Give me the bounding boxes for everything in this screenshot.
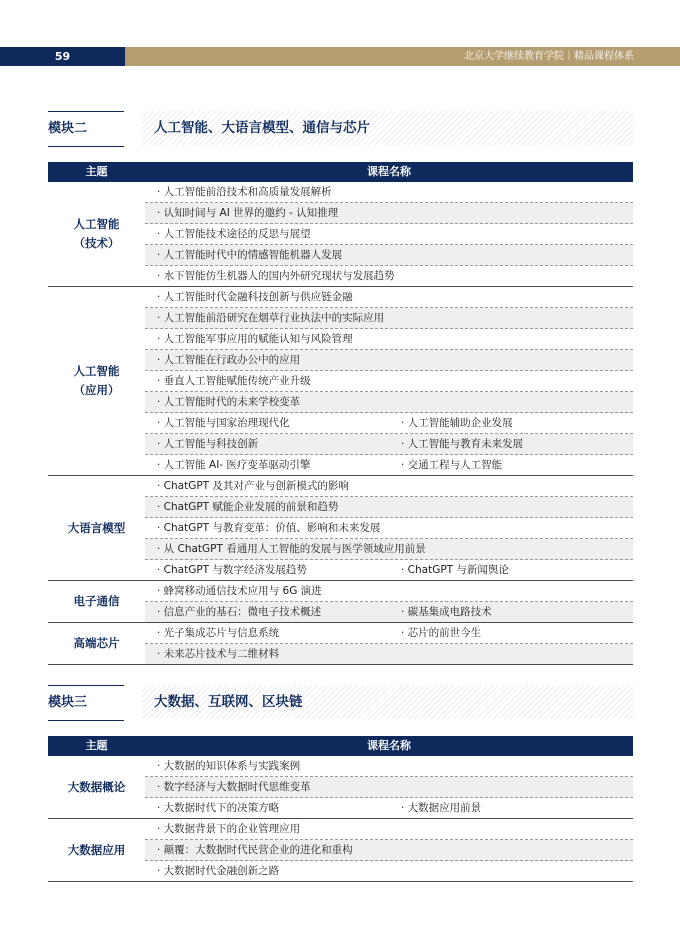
course-name: · ChatGPT 与教育变革：价值、影响和未来发展 — [157, 522, 381, 534]
course-row — [145, 308, 633, 329]
module3-heading — [48, 685, 633, 719]
course-name: · 芯片的前世今生 — [401, 627, 482, 639]
course-row — [145, 777, 633, 798]
course-name: · 人工智能时代中的情感智能机器人发展 — [157, 249, 343, 261]
course-name: · 水下智能仿生机器人的国内外研究现状与发展趋势 — [157, 270, 395, 282]
topic-title: 人工智能 （技术） — [48, 182, 145, 286]
course-name: · 人工智能辅助企业发展 — [401, 417, 513, 429]
topic-title: 高端芯片 — [48, 623, 145, 664]
table-header — [48, 736, 633, 756]
course-row — [145, 840, 633, 861]
topic-title: 电子通信 — [48, 581, 145, 622]
column-header-course: 课程名称 — [367, 165, 411, 178]
course-name: · 人工智能在行政办公中的应用 — [157, 354, 301, 366]
module3-label: 模块三 — [48, 685, 124, 721]
course-name: · 人工智能前沿研究在烟草行业执法中的实际应用 — [157, 312, 385, 324]
course-name: · 光子集成芯片与信息系统 — [157, 627, 280, 639]
page-header — [0, 47, 680, 66]
page-number-block — [0, 47, 125, 66]
course-name: · 人工智能与科技创新 — [157, 438, 259, 450]
module3-course-table — [48, 736, 633, 882]
module2-course-table — [48, 162, 633, 665]
course-row — [145, 539, 633, 560]
course-name: · ChatGPT 及其对产业与创新模式的影响 — [157, 480, 349, 492]
topic-title: 大语言模型 — [48, 476, 145, 580]
course-row — [145, 182, 633, 203]
course-row — [145, 203, 633, 224]
course-name: · 碳基集成电路技术 — [401, 606, 492, 618]
topic-group — [48, 287, 633, 476]
course-row — [145, 623, 633, 644]
course-row — [145, 287, 633, 308]
topic-group — [48, 581, 633, 623]
topic-group — [48, 182, 633, 287]
course-name: · 人工智能军事应用的赋能认知与风险管理 — [157, 333, 353, 345]
course-row — [145, 245, 633, 266]
header-title: 北京大学继续教育学院｜精品课程体系 — [464, 51, 634, 62]
course-name: · 人工智能时代的未来学校变革 — [157, 396, 301, 408]
course-name: · 数字经济与大数据时代思维变革 — [157, 781, 311, 793]
course-name: · 人工智能时代金融科技创新与供应链金融 — [157, 291, 353, 303]
course-name: · 大数据时代金融创新之路 — [157, 865, 280, 877]
topic-title: 人工智能 （应用） — [48, 287, 145, 475]
course-name: · 交通工程与人工智能 — [401, 459, 503, 471]
course-name: · 认知时间与 AI 世界的邀约 - 认知推理 — [157, 207, 339, 219]
course-name: · 人工智能与教育未来发展 — [401, 438, 524, 450]
course-name: · 大数据的知识体系与实践案例 — [157, 760, 301, 772]
course-row — [145, 756, 633, 777]
course-name: · 人工智能前沿技术和高质量发展解析 — [157, 186, 332, 198]
module2-heading — [48, 111, 633, 145]
course-name: · 大数据时代下的决策方略 — [157, 802, 280, 814]
course-name: · 从 ChatGPT 看通用人工智能的发展与医学领域应用前景 — [157, 543, 426, 555]
course-name: · 人工智能与国家治理现代化 — [157, 417, 290, 429]
course-name: · ChatGPT 与数字经济发展趋势 — [157, 564, 307, 576]
course-name: · 未来芯片技术与二维材料 — [157, 648, 280, 660]
course-name: · 垂直人工智能赋能传统产业升级 — [157, 375, 311, 387]
course-row — [145, 602, 633, 622]
course-row — [145, 497, 633, 518]
course-name: · 人工智能技术途径的反思与展望 — [157, 228, 311, 240]
course-name: · 大数据应用前景 — [401, 802, 482, 814]
column-header-topic: 主题 — [85, 739, 108, 752]
course-row — [145, 350, 633, 371]
page-number: 59 — [54, 50, 71, 63]
course-name: · 颠覆：大数据时代民营企业的进化和重构 — [157, 844, 353, 856]
header-band — [125, 47, 680, 66]
course-name: · 大数据背景下的企业管理应用 — [157, 823, 301, 835]
course-row — [145, 455, 633, 475]
course-row — [145, 861, 633, 881]
course-row — [145, 518, 633, 539]
course-row — [145, 266, 633, 286]
course-row — [145, 224, 633, 245]
course-name: · 信息产业的基石：微电子技术概述 — [157, 606, 322, 618]
column-header-topic: 主题 — [85, 165, 108, 178]
course-row — [145, 371, 633, 392]
module2-label: 模块二 — [48, 111, 124, 147]
course-row — [145, 392, 633, 413]
column-header-course: 课程名称 — [367, 739, 411, 752]
course-row — [145, 329, 633, 350]
topic-group — [48, 819, 633, 882]
course-name: · ChatGPT 与新闻舆论 — [401, 564, 509, 576]
course-name: · 人工智能 AI- 医疗变革驱动引擎 — [157, 459, 311, 471]
module2-title: 人工智能、大语言模型、通信与芯片 — [142, 111, 633, 145]
table-header — [48, 162, 633, 182]
course-name: · 蜂窝移动通信技术应用与 6G 演进 — [157, 585, 322, 597]
course-row — [145, 798, 633, 818]
course-row — [145, 819, 633, 840]
course-row — [145, 644, 633, 664]
topic-group — [48, 756, 633, 819]
course-row — [145, 560, 633, 580]
course-row — [145, 476, 633, 497]
topic-group — [48, 623, 633, 665]
topic-group — [48, 476, 633, 581]
course-name: · ChatGPT 赋能企业发展的前景和趋势 — [157, 501, 339, 513]
course-row — [145, 581, 633, 602]
topic-title: 大数据应用 — [48, 819, 145, 881]
course-row — [145, 413, 633, 434]
course-row — [145, 434, 633, 455]
topic-title: 大数据概论 — [48, 756, 145, 818]
module3-title: 大数据、互联网、区块链 — [142, 685, 633, 719]
